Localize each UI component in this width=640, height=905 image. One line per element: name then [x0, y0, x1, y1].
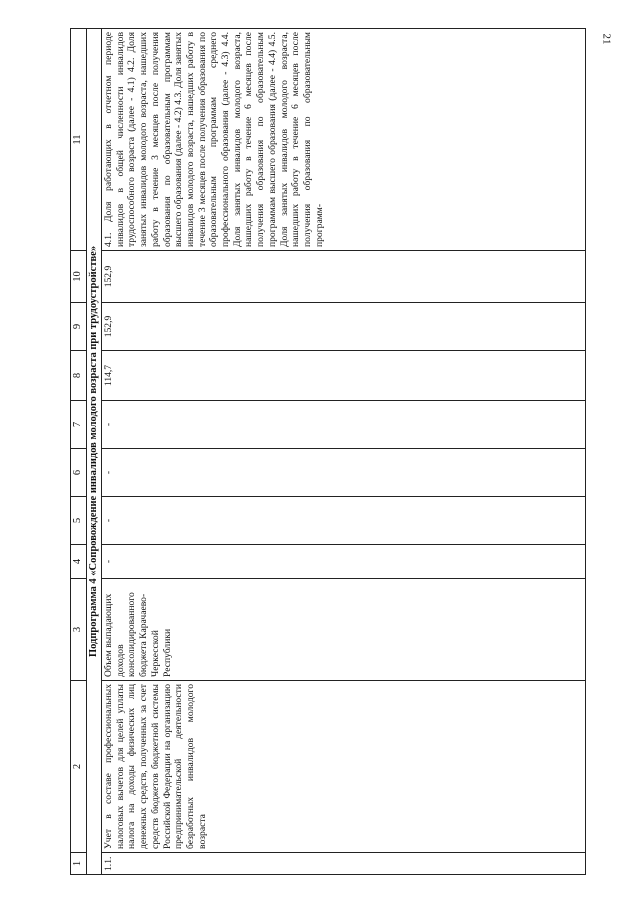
column-header: 6 — [71, 449, 87, 497]
measure-description: Учет в составе профессиональных налоговых вычетов для целей уплаты налога на доходы физических лиц денежных средств, полученных за счет средств бюджетов бюджетной системы Российской Федерации на организацию предпринимательской деятельности безработных инвалидов молодого возраста — [102, 681, 586, 853]
table-row — [102, 29, 586, 875]
rotated-table-container — [70, 29, 586, 875]
column-header: 8 — [71, 351, 87, 401]
page-number: 21 — [600, 33, 612, 45]
indicator-description: Объем выпадающих доходов консолидированного бюджета Карачаево-Черкесской Республики — [102, 579, 586, 681]
program-table — [70, 28, 586, 875]
value-col-8: 114,7 — [102, 351, 586, 401]
column-header: 1 — [71, 853, 87, 875]
column-header: 5 — [71, 497, 87, 545]
target-indicators: 4.1. Доля работающих в отчетном периоде инвалидов в общей численности инвалидов трудоспособного возраста (далее - 4.1) 4.2. Доля занятых инвалидов молодого возраста, нашедших работу в течение 3 месяцев после получения образования по образовательным программам высшего образования (далее - 4.2) 4.3. Доля занятых инвалидов молодого возраста, нашедших работу в течение 3 месяцев после получения образования по образовательным программам среднего профессионального образования (далее - 4.3) 4.4. Доля занятых инвалидов молодого возраста, нашедших работу в течение 6 месяцев после получения образования по образовательным программам высшего образования (далее - 4.4) 4.5. Доля занятых инвалидов молодого возраста, нашедших работу в течение 6 месяцев после получения образования по образовательным программ- — [102, 29, 586, 251]
column-header: 11 — [71, 29, 87, 251]
value-col-5: - — [102, 497, 586, 545]
value-col-7: - — [102, 401, 586, 449]
column-header: 4 — [71, 545, 87, 579]
row-number: 1.1. — [102, 853, 586, 875]
column-header: 3 — [71, 579, 87, 681]
header-row — [71, 29, 87, 875]
column-header: 7 — [71, 401, 87, 449]
value-col-9: 152,9 — [102, 303, 586, 351]
subprogram-heading-row — [87, 29, 102, 875]
column-header: 10 — [71, 251, 87, 303]
column-header: 2 — [71, 681, 87, 853]
value-col-10: 152,9 — [102, 251, 586, 303]
value-col-4: - — [102, 545, 586, 579]
subprogram-heading: Подпрограмма 4 «Сопровождение инвалидов молодого возраста при трудоустройстве» — [87, 29, 102, 875]
value-col-6: - — [102, 449, 586, 497]
column-header: 9 — [71, 303, 87, 351]
